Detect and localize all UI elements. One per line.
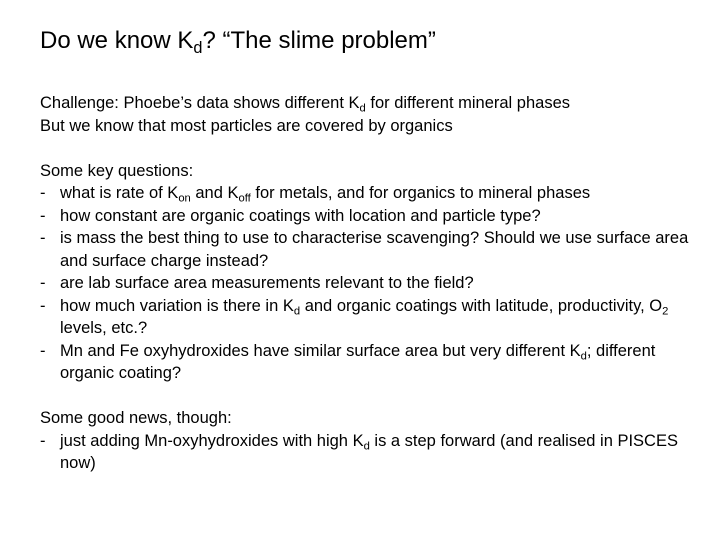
q5-text-a: how much variation is there in K [60, 296, 294, 315]
q5-sub-2: 2 [662, 304, 669, 317]
question-item-5 [40, 295, 700, 340]
good-news-text-b: is a step forward (and realised in PISCES now) [60, 431, 678, 472]
question-item-1 [40, 182, 700, 205]
questions-heading: Some key questions: [40, 161, 194, 180]
question-text-5 [60, 295, 700, 340]
question-text-3: is mass the best thing to use to characterise scavenging? Should we use surface area and surface charge instead? [60, 229, 689, 270]
bullet-dash: - [40, 296, 46, 315]
q1-text-c: for metals, and for organics to mineral phases [250, 184, 591, 202]
q6-text-a: Mn and Fe oxyhydroxides have similar surface area but very different K [60, 341, 581, 360]
bullet-dash: - [40, 274, 46, 292]
title-subscript: d [193, 38, 203, 57]
q5-text-b: and organic coatings with latitude, productivity, O [300, 296, 663, 315]
good-news-sub-d: d [363, 439, 370, 452]
bullet-dash: - [40, 341, 46, 360]
question-item-4 [40, 272, 700, 295]
slide-title [40, 26, 436, 56]
question-text-6 [60, 340, 700, 385]
question-item-6 [40, 340, 700, 385]
question-text-4: are lab surface area measurements relevant to the field? [60, 274, 474, 292]
challenge-subscript: d [359, 102, 366, 115]
bullet-dash: - [40, 431, 46, 450]
bullet-dash: - [40, 229, 46, 247]
question-text-2: how constant are organic coatings with location and particle type? [60, 206, 541, 225]
spacer [40, 385, 700, 408]
title-tail: ? “The slime problem” [202, 27, 436, 54]
challenge-text-tail: for different mineral phases [365, 94, 571, 112]
q1-text-a: what is rate of K [60, 184, 179, 202]
question-item-2 [40, 205, 700, 228]
q1-sub-on: on [178, 192, 191, 205]
spacer [40, 137, 700, 160]
q5-text-c: levels, etc.? [60, 319, 148, 337]
bullet-dash: - [40, 206, 46, 225]
good-news-heading: Some good news, though: [40, 409, 232, 427]
challenge-line [40, 92, 700, 115]
q5-sub-d: d [293, 304, 301, 317]
title-text: Do we know K [40, 27, 194, 54]
slide-body [40, 92, 700, 475]
organics-line: But we know that most particles are covered by organics [40, 116, 453, 135]
question-item-3 [40, 227, 700, 272]
q1-text-b: and K [190, 184, 239, 202]
good-news-text-a: just adding Mn-oxyhydroxides with high K [60, 431, 364, 450]
good-news-text [60, 430, 700, 475]
good-news-item [40, 430, 700, 475]
q6-text-b: ; different organic coating? [60, 341, 656, 382]
q6-sub-d: d [580, 349, 587, 362]
challenge-text: Challenge: Phoebe’s data shows different K [40, 94, 360, 112]
question-text-1 [60, 182, 700, 205]
q1-sub-off: off [238, 192, 251, 205]
bullet-dash: - [40, 184, 46, 202]
